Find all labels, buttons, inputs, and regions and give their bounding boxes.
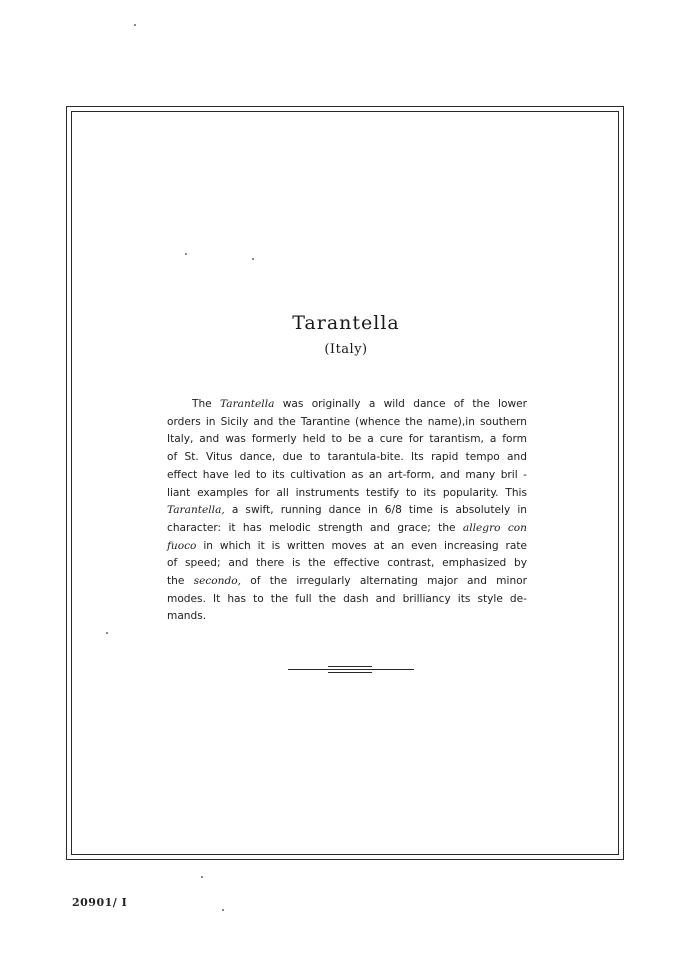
paper-speck — [222, 909, 224, 911]
paragraph-line-4: of St. Vitus dance, due to tarantula-bite. Its rapid tempo and — [167, 451, 527, 464]
paper-speck — [185, 253, 187, 255]
paragraph-line-1: The Tarantella was originally a wild dance of the lower — [192, 398, 527, 410]
paragraph-line-13: mands. — [167, 610, 207, 623]
page-subtitle: (Italy) — [324, 342, 368, 357]
plate-number: 20901/ I — [72, 896, 128, 909]
paper-speck — [252, 258, 254, 260]
paragraph-line-7: Tarantella, a swift, running dance in 6/8 time is absolutely in — [167, 504, 527, 517]
page-title: Tarantella — [292, 312, 400, 334]
paper-speck — [134, 24, 136, 26]
emphasis-tarantella: Tarantella — [220, 398, 275, 410]
ornament-rule-short-bottom — [328, 672, 372, 673]
emphasis-secondo: secondo, — [193, 575, 242, 588]
emphasis-tarantella-2: Tarantella, — [167, 504, 225, 517]
paragraph-line-11: the secondo, of the irregularly alternating major and minor — [167, 575, 527, 588]
paragraph-line-9: fuoco in which it is written moves at an even increasing rate — [167, 539, 527, 552]
paragraph-line-6: liant examples for all instruments testify to its popularity. This — [167, 486, 527, 499]
paragraph-line-12: modes. It has to the full the dash and brilliancy its style de- — [167, 592, 527, 605]
paragraph-line-5: effect have led to its cultivation as an art-form, and many bril - — [167, 468, 527, 481]
paper-speck — [201, 876, 203, 878]
paragraph-line-3: Italy, and was formerly held to be a cure for tarantism, a form — [167, 433, 527, 446]
description-paragraph — [167, 396, 527, 626]
paragraph-line-10: of speed; and there is the effective contrast, emphasized by — [167, 557, 527, 570]
ornamental-rule — [288, 664, 414, 676]
emphasis-fuoco: fuoco — [167, 539, 197, 552]
paragraph-line-2: orders in Sicily and the Tarantine (whence the name),in southern — [167, 415, 527, 428]
ornament-rule-long — [288, 669, 414, 670]
paper-speck — [106, 632, 108, 634]
ornament-rule-short-top — [328, 666, 372, 667]
paragraph-line-8: character: it has melodic strength and grace; the allegro con — [167, 521, 527, 534]
emphasis-allegro-con: allegro con — [462, 521, 527, 534]
